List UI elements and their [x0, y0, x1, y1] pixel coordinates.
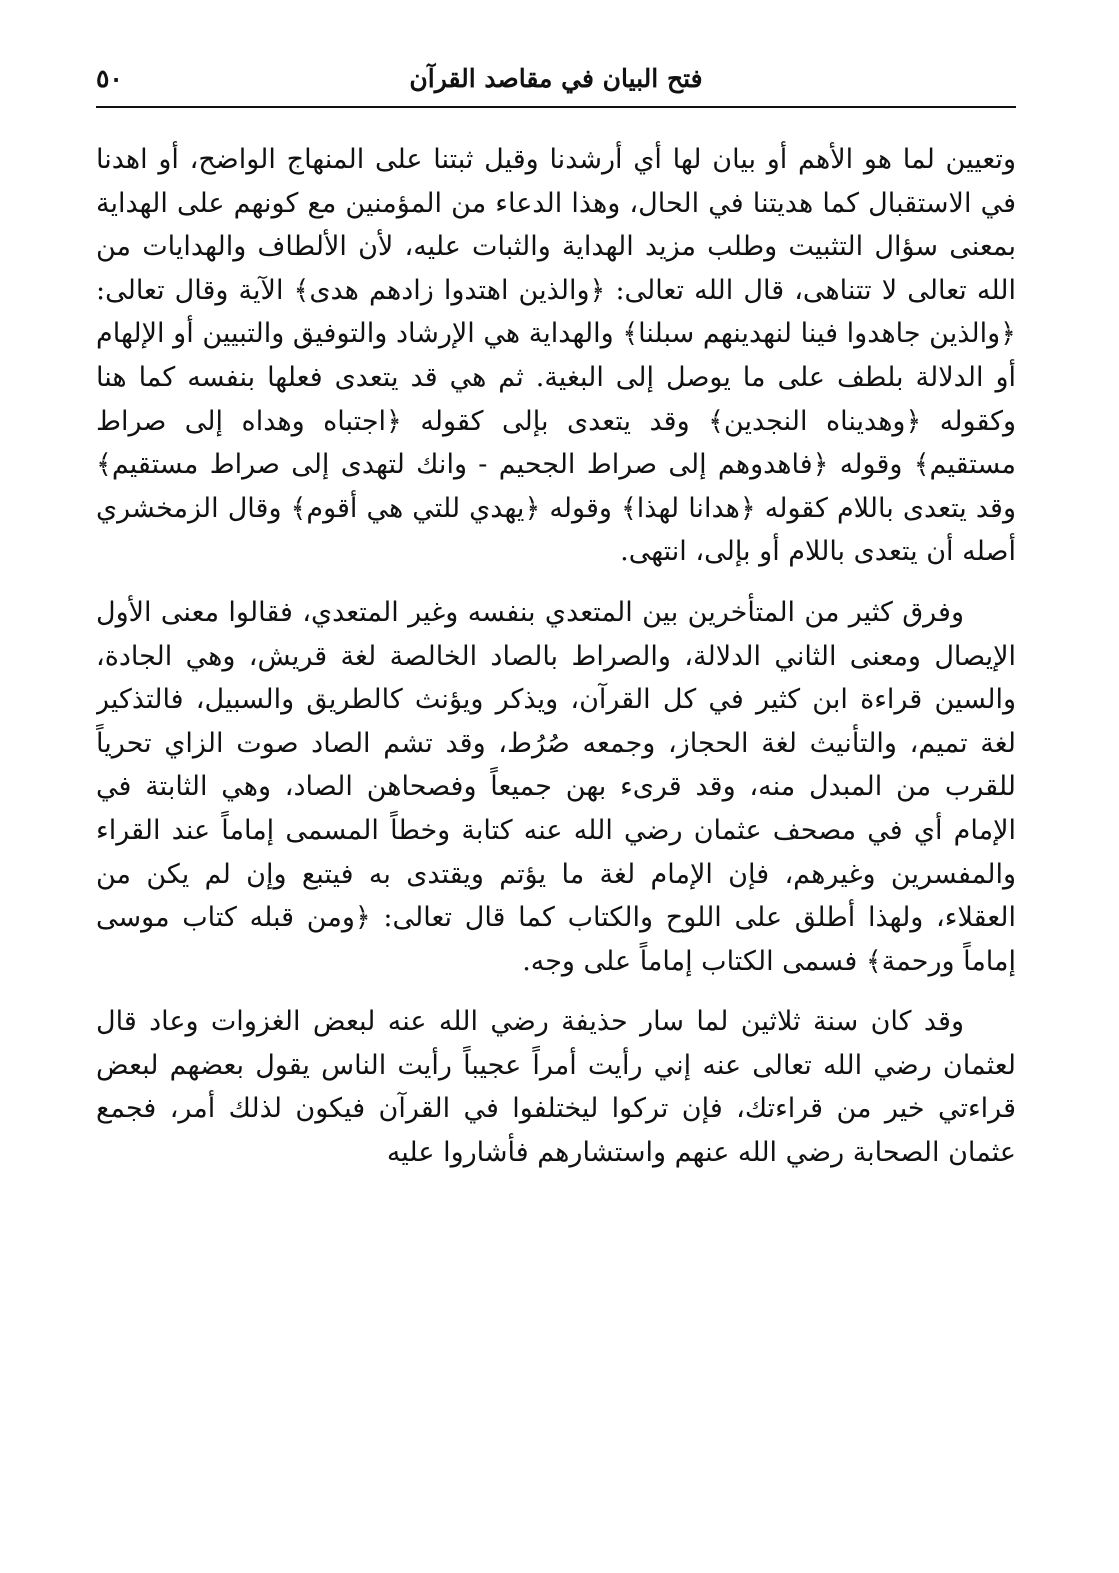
- running-title: فتح البيان في مقاصد القرآن: [409, 64, 703, 93]
- paragraph-2: وفرق كثير من المتأخرين بين المتعدي بنفسه وغير المتعدي، فقالوا معنى الأول الإيصال ومعنى الثاني الدلالة، والصراط بالصاد الخالصة لغة قريش، وهي الجادة، والسين قراءة ابن كثير في كل القرآن، ويذكر ويؤنث كالطريق والسبيل، فالتذكير لغة تميم، والتأنيث لغة الحجاز، وجمعه صُرُط، وقد تشم الصاد صوت الزاي تحرياً للقرب من المبدل منه، وقد قرىء بهن جميعاً وفصحاهن الصاد، وهي الثابتة في الإمام أي في مصحف عثمان رضي الله عنه كتابة وخطاً المسمى إماماً عند القراء والمفسرين وغيرهم، فإن الإمام لغة ما يؤتم ويقتدى به فيتبع وإن لم يكن من العقلاء، ولهذا أطلق على اللوح والكتاب كما قال تعالى: ﴿ومن قبله كتاب موسى إماماً ورحمة﴾ فسمى الكتاب إماماً على وجه.: [96, 596, 1016, 977]
- page-body: [96, 138, 1016, 1538]
- header-divider: [96, 106, 1016, 108]
- paragraph-3: وقد كان سنة ثلاثين لما سار حذيفة رضي الله عنه لبعض الغزوات وعاد قال لعثمان رضي الله تعالى عنه إني رأيت أمراً عجيباً رأيت الناس يقول بعضهم لبعض قراءتي خير من قراءتك، فإن تركوا ليختلفوا في القرآن فيكون لذلك أمر، فجمع عثمان الصحابة رضي الله عنهم واستشارهم فأشاروا عليه: [96, 1006, 1016, 1169]
- page-number: ٥٠: [96, 64, 123, 93]
- page-header: [96, 58, 1016, 110]
- paragraph-1: وتعيين لما هو الأهم أو بيان لها أي أرشدنا وقيل ثبتنا على المنهاج الواضح، أو اهدنا في الاستقبال كما هديتنا في الحال، وهذا الدعاء من المؤمنين مع كونهم على الهداية بمعنى سؤال التثبيت وطلب مزيد الهداية والثبات عليه، لأن الألطاف والهدايات من الله تعالى لا تتناهى، قال الله تعالى: ﴿والذين اهتدوا زادهم هدى﴾ الآية وقال تعالى: ﴿والذين جاهدوا فينا لنهدينهم سبلنا﴾ والهداية هي الإرشاد والتوفيق والتبيين أو الإلهام أو الدلالة بلطف على ما يوصل إلى البغية. ثم هي قد يتعدى فعلها بنفسه كما هنا وكقوله ﴿وهديناه النجدين﴾ وقد يتعدى بإلى كقوله ﴿اجتباه وهداه إلى صراط مستقيم﴾ وقوله ﴿فاهدوهم إلى صراط الجحيم - وانك لتهدى إلى صراط مستقيم﴾ وقد يتعدى باللام كقوله ﴿هدانا لهذا﴾ وقوله ﴿يهدي للتي هي أقوم﴾ وقال الزمخشري أصله أن يتعدى باللام أو بإلى، انتهى.: [96, 144, 1016, 568]
